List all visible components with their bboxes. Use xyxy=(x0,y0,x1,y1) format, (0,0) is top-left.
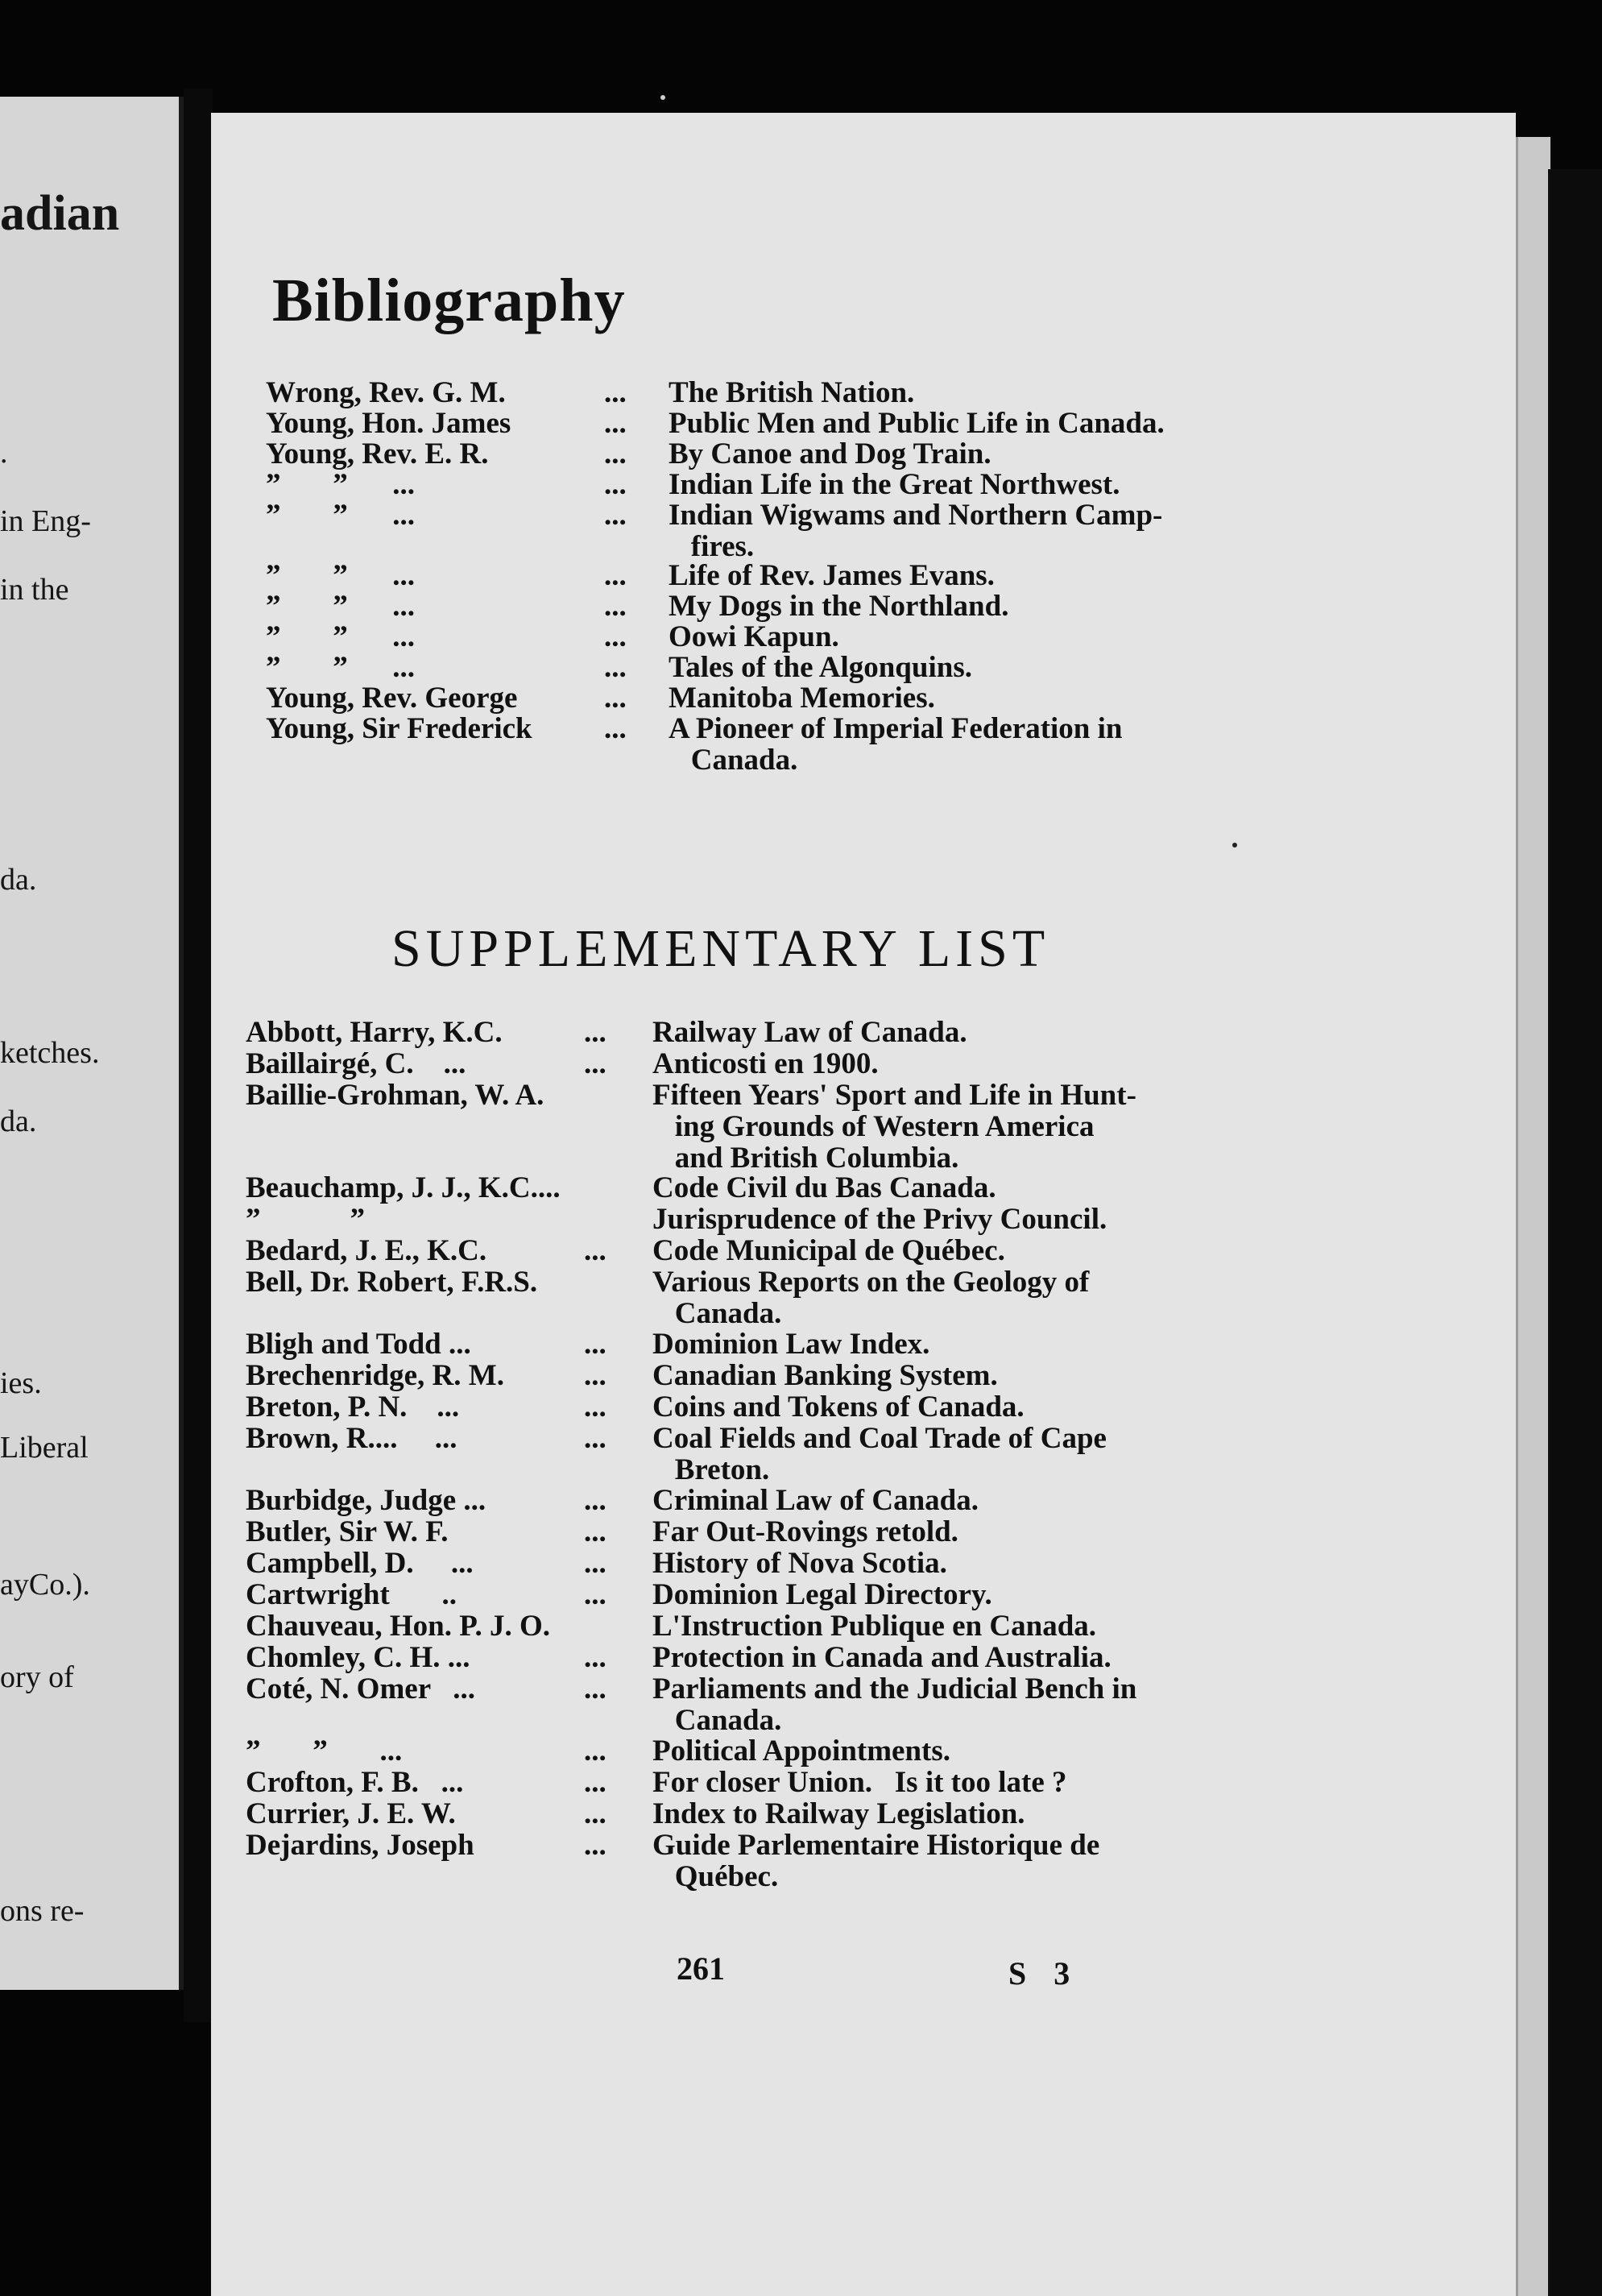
entry-leader-dots: ... xyxy=(584,1422,606,1455)
entry-title: History of Nova Scotia. xyxy=(652,1547,947,1580)
entry-author: Young, Sir Frederick xyxy=(266,712,532,745)
entry-title: Dominion Legal Directory. xyxy=(652,1578,992,1611)
entry-author: Cartwright .. xyxy=(246,1578,457,1611)
left-page-text-line: da. xyxy=(0,1104,37,1138)
left-page-text-line: . xyxy=(0,436,8,470)
entry-leader-dots: ... xyxy=(584,1734,606,1768)
entry-author: Abbott, Harry, K.C. xyxy=(246,1016,503,1049)
entry-leader-dots: ... xyxy=(584,1547,606,1580)
entry-author: Young, Rev. E. R. xyxy=(266,437,489,470)
entry-author: Crofton, F. B. ... xyxy=(246,1766,464,1799)
entry-title: Manitoba Memories. xyxy=(669,682,935,715)
entry-title: Life of Rev. James Evans. xyxy=(669,559,995,592)
entry-leader-dots: ... xyxy=(604,499,627,532)
entry-leader-dots: ... xyxy=(584,1016,606,1049)
left-page-text-line: ons re- xyxy=(0,1894,85,1928)
entry-author: Currier, J. E. W. xyxy=(246,1797,456,1830)
left-page-text-line: Liberal xyxy=(0,1431,89,1465)
entry-author: ” ” ... xyxy=(266,590,415,623)
entry-leader-dots: ... xyxy=(584,1328,606,1361)
left-page-text-line: adian xyxy=(0,186,120,241)
entry-author: Coté, N. Omer ... xyxy=(246,1672,475,1705)
entry-title: Railway Law of Canada. xyxy=(652,1016,967,1049)
entry-title: Jurisprudence of the Privy Council. xyxy=(652,1203,1107,1236)
entry-title: Indian Wigwams and Northern Camp- fires. xyxy=(669,499,1163,563)
supplementary-list-heading: SUPPLEMENTARY LIST xyxy=(391,919,1050,978)
entry-title: Parliaments and the Judicial Bench in Canada. xyxy=(652,1672,1137,1737)
left-page-text-line: ory of xyxy=(0,1660,74,1694)
entry-leader-dots: ... xyxy=(584,1234,606,1267)
printer-signature: S 3 xyxy=(1008,1955,1080,1991)
page-title: Bibliography xyxy=(272,267,626,334)
entry-author: ” ” ... xyxy=(266,559,415,592)
entry-title: A Pioneer of Imperial Federation in Canada. xyxy=(669,712,1123,777)
entry-title: Coins and Tokens of Canada. xyxy=(652,1390,1025,1424)
entry-leader-dots: ... xyxy=(584,1672,606,1705)
entry-author: Young, Rev. George xyxy=(266,682,518,715)
entry-author: ” ” ... xyxy=(266,499,415,532)
entry-title: The British Nation. xyxy=(669,376,915,409)
entry-author: ” ” ... xyxy=(246,1734,403,1768)
entry-author: Young, Hon. James xyxy=(266,407,511,440)
entry-leader-dots: ... xyxy=(604,468,627,501)
entry-leader-dots: ... xyxy=(604,651,627,684)
entry-author: Bligh and Todd ... xyxy=(246,1328,471,1361)
entry-title: Tales of the Algonquins. xyxy=(669,651,972,684)
entry-title: Criminal Law of Canada. xyxy=(652,1484,979,1517)
entry-author: Bedard, J. E., K.C. xyxy=(246,1234,487,1267)
previous-page-fragment xyxy=(0,97,184,1990)
entry-author: Butler, Sir W. F. xyxy=(246,1515,449,1548)
page-edge xyxy=(1516,137,1550,2296)
entry-leader-dots: ... xyxy=(604,407,627,440)
left-page-text-line: ketches. xyxy=(0,1036,100,1070)
entry-title: Code Municipal de Québec. xyxy=(652,1234,1005,1267)
entry-author: Breton, P. N. ... xyxy=(246,1390,460,1424)
entry-title: L'Instruction Publique en Canada. xyxy=(652,1610,1097,1643)
left-page-text-line: ies. xyxy=(0,1366,42,1400)
entry-author: Bell, Dr. Robert, F.R.S. xyxy=(246,1266,538,1299)
entry-author: ” ” ... xyxy=(266,651,415,684)
entry-leader-dots: ... xyxy=(584,1515,606,1548)
dust-speck xyxy=(660,95,665,100)
entry-author: ” ” ... xyxy=(266,620,415,653)
entry-author: Dejardins, Joseph xyxy=(246,1829,474,1862)
entry-leader-dots: ... xyxy=(584,1484,606,1517)
entry-leader-dots: ... xyxy=(584,1578,606,1611)
entry-leader-dots: ... xyxy=(584,1797,606,1830)
dust-speck xyxy=(1232,843,1237,848)
entry-title: By Canoe and Dog Train. xyxy=(669,437,991,470)
entry-title: Fifteen Years' Sport and Life in Hunt- ing Grounds of Western America and British Columbia. xyxy=(652,1079,1136,1175)
entry-leader-dots: ... xyxy=(584,1829,606,1862)
entry-author: Beauchamp, J. J., K.C.... xyxy=(246,1171,561,1204)
entry-title: Public Men and Public Life in Canada. xyxy=(669,407,1165,440)
entry-title: Protection in Canada and Australia. xyxy=(652,1641,1111,1674)
entry-author: Brown, R.... ... xyxy=(246,1422,457,1455)
entry-title: Various Reports on the Geology of Canada. xyxy=(652,1266,1090,1330)
entry-author: Baillie-Grohman, W. A. xyxy=(246,1079,544,1112)
entry-leader-dots: ... xyxy=(584,1359,606,1392)
entry-leader-dots: ... xyxy=(584,1766,606,1799)
entry-title: Anticosti en 1900. xyxy=(652,1047,879,1080)
left-page-text-line: da. xyxy=(0,863,37,897)
entry-title: Guide Parlementaire Historique de Québec. xyxy=(652,1829,1100,1893)
left-page-text-line: in Eng- xyxy=(0,504,91,538)
book-gutter xyxy=(184,89,213,2022)
entry-author: Baillairgé, C. ... xyxy=(246,1047,466,1080)
entry-author: Campbell, D. ... xyxy=(246,1547,474,1580)
entry-leader-dots: ... xyxy=(584,1047,606,1080)
entry-title: Indian Life in the Great Northwest. xyxy=(669,468,1120,501)
entry-leader-dots: ... xyxy=(604,559,627,592)
entry-leader-dots: ... xyxy=(604,712,627,745)
entry-author: ” ” xyxy=(246,1203,365,1236)
entry-leader-dots: ... xyxy=(604,437,627,470)
left-page-text-line: in the xyxy=(0,573,69,607)
entry-leader-dots: ... xyxy=(584,1390,606,1424)
entry-author: Chauveau, Hon. P. J. O. xyxy=(246,1610,550,1643)
entry-leader-dots: ... xyxy=(604,620,627,653)
entry-title: Political Appointments. xyxy=(652,1734,951,1768)
entry-author: Burbidge, Judge ... xyxy=(246,1484,486,1517)
entry-title: For closer Union. Is it too late ? xyxy=(652,1766,1067,1799)
entry-title: Index to Railway Legislation. xyxy=(652,1797,1025,1830)
entry-leader-dots: ... xyxy=(604,376,627,409)
entry-title: Canadian Banking System. xyxy=(652,1359,998,1392)
entry-author: Brechenridge, R. M. xyxy=(246,1359,504,1392)
entry-title: Oowi Kapun. xyxy=(669,620,839,653)
entry-leader-dots: ... xyxy=(604,682,627,715)
left-page-text-line: ayCo.). xyxy=(0,1568,90,1602)
entry-author: ” ” ... xyxy=(266,468,415,501)
page-number: 261 xyxy=(677,1950,725,1987)
entry-author: Wrong, Rev. G. M. xyxy=(266,376,506,409)
entry-title: My Dogs in the Northland. xyxy=(669,590,1009,623)
entry-title: Code Civil du Bas Canada. xyxy=(652,1171,996,1204)
entry-title: Coal Fields and Coal Trade of Cape Breton. xyxy=(652,1422,1107,1486)
entry-leader-dots: ... xyxy=(604,590,627,623)
entry-title: Far Out-Rovings retold. xyxy=(652,1515,958,1548)
background-edge xyxy=(1548,169,1602,2296)
entry-author: Chomley, C. H. ... xyxy=(246,1641,470,1674)
entry-title: Dominion Law Index. xyxy=(652,1328,930,1361)
entry-leader-dots: ... xyxy=(584,1641,606,1674)
